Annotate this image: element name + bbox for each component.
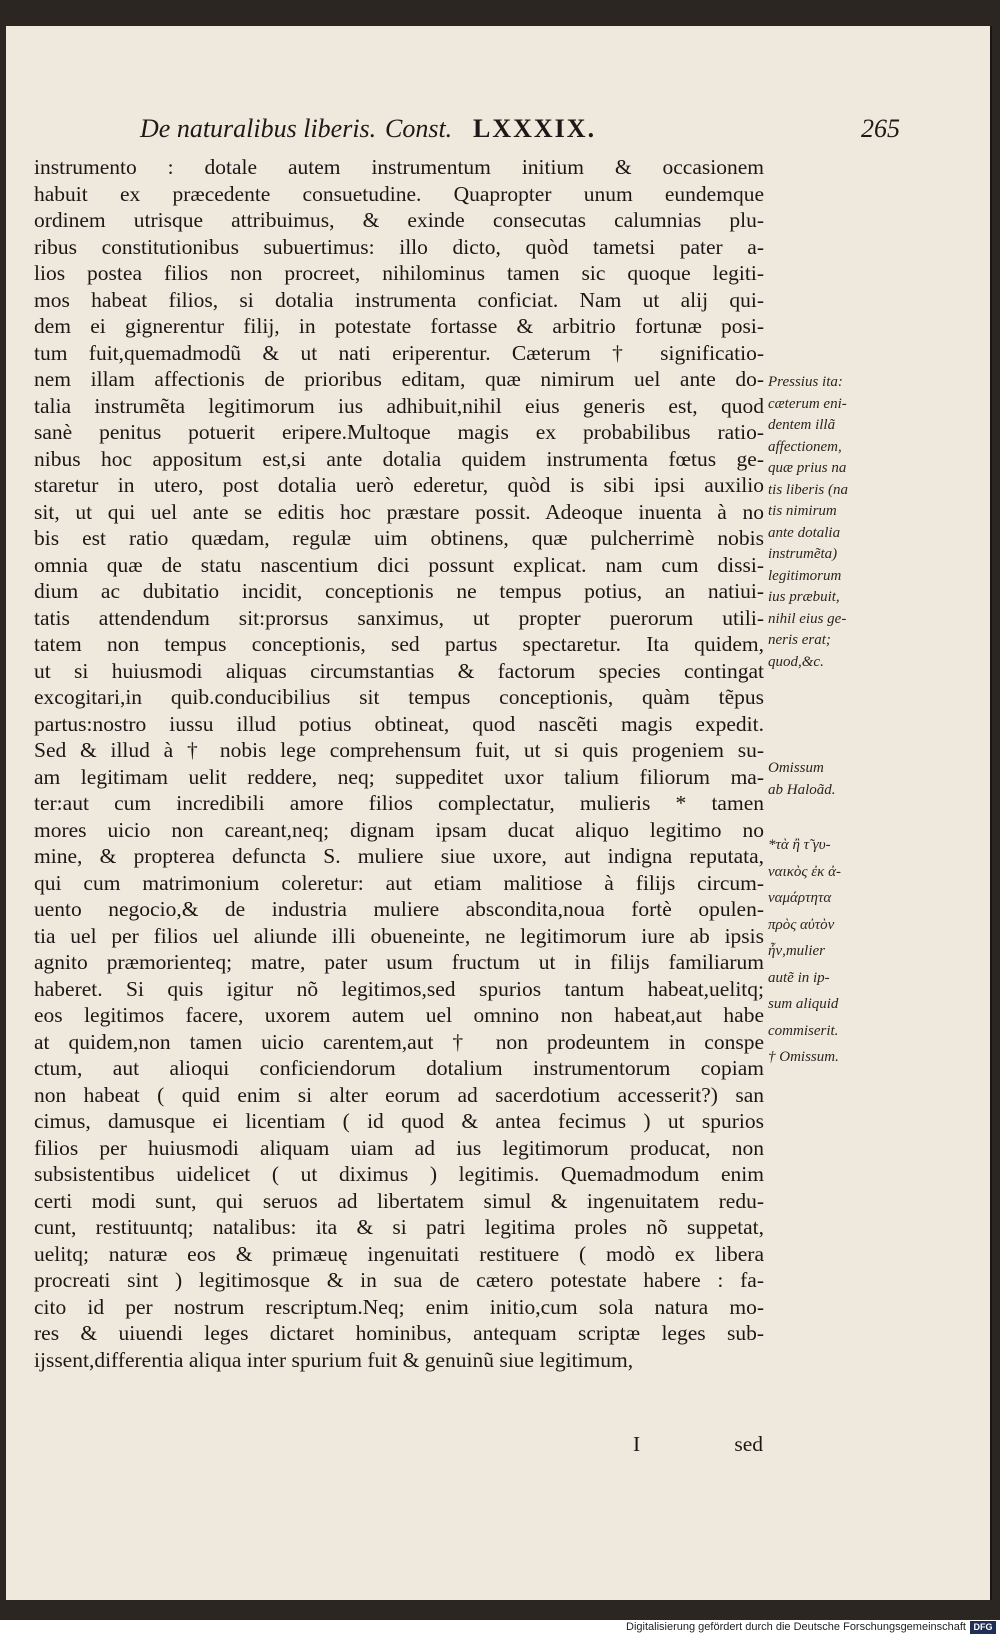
margin-note-line: tis liberis (na — [768, 481, 849, 498]
text-line: procreati sint ) legitimosque & in sua de cætero potestate habere : fa- — [34, 1268, 764, 1292]
margin-note-line: dentem illã — [768, 417, 836, 433]
margin-note-line: ναικὸς ἐκ ἀ- — [768, 863, 841, 880]
margin-note-line: ἦν,mulier — [768, 943, 826, 959]
text-line: nem illam affectionis de prioribus editam, quæ nimirum uel ante do- — [34, 367, 764, 391]
text-line: excogitari,in quib.conducibilius sit tempus conceptionis, quàm tẽpus — [34, 685, 764, 709]
text-line: tatis attendendum sit:prorsus sanximus, ut propter puerorum utili- — [34, 605, 764, 630]
margin-note-line: affectionem, — [768, 438, 842, 455]
text-line: mine, & propterea defuncta S. muliere siue uxore, aut indigna reputata, — [34, 844, 764, 868]
text-line: omnia quæ de statu nascentium dici possunt explicat. nam cum dissi- — [34, 552, 764, 577]
text-line: tatem non tempus conceptionis, sed partus spectaretur. Ita quidem, — [34, 632, 764, 656]
text-line: eos legitimos facere, uxorem autem uel omnino non habeat,aut habe — [34, 1003, 764, 1027]
margin-note-line: cæterum eni- — [768, 395, 847, 412]
signature-mark: I — [633, 1432, 641, 1456]
text-line: mos habeat filios, si dotalia instrumenta conficiat. Nam ut alij qui- — [34, 287, 764, 312]
text-line: cito id per nostrum rescriptum.Neq; enim initio,cum sola natura mo- — [34, 1294, 764, 1319]
margin-note-3 — [768, 832, 886, 1071]
text-line: instrumento : dotale autem instrumentum initium & occasionem — [34, 155, 764, 179]
text-line: cunt, restituuntq; natalibus: ita & si patri legitima proles nõ suppetat, — [34, 1215, 764, 1239]
body-text — [34, 154, 764, 1373]
margin-note-line: Pressius ita: — [768, 374, 843, 390]
text-line: haberet. Si quis igitur nõ legitimos,sed spurios tantum habeat,uelitq; — [34, 976, 764, 1001]
text-line: tum fuit,quemadmodũ & ut nati eriperentur. Cæterum † significatio- — [34, 340, 764, 365]
dfg-logo: DFG — [970, 1621, 996, 1634]
text-line: subsistentibus uidelicet ( ut diximus ) legitimis. Quemadmodum enim — [34, 1162, 764, 1186]
catchword-line — [633, 1432, 763, 1460]
text-line: Sed & illud à † nobis lege comprehensum fuit, ut si quis progeniem su- — [34, 738, 764, 762]
text-line: filios per huiusmodi aliquam uiam ad ius legitimorum producat, non — [34, 1135, 764, 1160]
text-line: qui cum matrimonium coleretur: aut etiam malitiose à filijs circum- — [34, 870, 764, 895]
text-line: cimus, damusque ei licentiam ( id quod & antea fecimus ) ut spurios — [34, 1109, 764, 1133]
margin-note-line: autẽ in ip- — [768, 969, 830, 986]
constitution-label: Const. — [385, 114, 453, 143]
running-header — [140, 114, 900, 150]
text-line: partus:nostro iussu illud potius obtineat, quod nascẽti magis expedit. — [34, 711, 764, 736]
margin-note-line: ius præbuit, — [768, 589, 840, 605]
text-line: talia instrumẽta legitimorum ius adhibuit,nihil eius generis est, quod — [34, 393, 764, 418]
text-line: mores uicio non careant,neq; dignam ipsam ducat aliquo legitimo no — [34, 817, 764, 842]
text-line: uelitq; naturæ eos & primæuę ingenuitati restituere ( modò ex libera — [34, 1241, 764, 1266]
text-line: sanè penitus potuerit eripere.Multoque magis ex probabilibus ratio- — [34, 420, 764, 444]
text-line: certi modi sunt, qui seruos ad libertatem simul & ingenuitatem redu- — [34, 1188, 764, 1213]
running-title: De naturalibus liberis. — [140, 114, 377, 143]
margin-note-line: *τὰ ἢ τ̃ γυ- — [768, 837, 831, 853]
margin-note-line: quod,&c. — [768, 653, 824, 670]
text-line: sit, ut qui uel ante se editis hoc præstare possit. Adeoque inuenta à no — [34, 499, 764, 524]
margin-note-line: commiserit. — [768, 1022, 839, 1039]
text-line: at quidem,non tamen uicio carentem,aut † non prodeuntem in conspe — [34, 1029, 764, 1054]
text-line: staretur in utero, post dotalia uerò ederetur, quòd is sibi ipsi auxilio — [34, 473, 764, 497]
margin-note-line: nihil eius ge- — [768, 610, 847, 627]
text-line: ribus constitutionibus subuertimus: illo dicto, quòd tametsi pater a- — [34, 234, 764, 259]
margin-note-1 — [768, 372, 886, 673]
text-line: res & uiuendi leges dictaret hominibus, antequam scriptæ leges sub- — [34, 1321, 764, 1345]
margin-note-2 — [768, 758, 886, 801]
margin-note-line: ante dotalia — [768, 524, 841, 541]
footer-bar — [0, 1620, 1000, 1636]
text-line: dium ac dubitatio incidit, conceptionis ne tempus potius, an natiui- — [34, 579, 764, 603]
catchword: sed — [734, 1432, 763, 1456]
margin-note-line: Omissum — [768, 760, 824, 776]
text-line: habuit ex præcedente consuetudine. Quapropter unum eundemque — [34, 181, 764, 206]
margin-note-line: neris erat; — [768, 632, 831, 648]
constitution-number: LXXXIX. — [473, 114, 597, 143]
text-line: nibus hoc appositum est,si ante dotalia quidem instrumenta fœtus ge- — [34, 446, 764, 471]
text-line: tia uel per filios uel aliunde illi obueneinte, ne legitimorum iure ab ipsis — [34, 923, 764, 948]
text-line: ctum, aut alioqui conficiendorum dotalium instrumentorum copiam — [34, 1056, 764, 1080]
margin-note-line: instrumẽta) — [768, 546, 838, 562]
text-line: ordinem utrisque attribuimus, & exinde consecutas calumnias plu- — [34, 208, 764, 232]
text-line: ter:aut cum incredibili amore filios complectatur, mulieris * tamen — [34, 791, 764, 815]
margin-note-line: ναμάρτητα — [768, 890, 832, 906]
text-line: ijssent,differentia aliqua inter spurium fuit & genuinũ siue legitimum, — [34, 1347, 634, 1372]
text-line: agnito præmorienteq; matre, pater usum fructum ut in filijs familiarum — [34, 950, 764, 974]
margin-note-line: πρὸς αὐτὸν — [768, 916, 835, 933]
margin-note-line: sum aliquid — [768, 996, 839, 1012]
margin-note-line: legitimorum — [768, 567, 842, 584]
text-line: non habeat ( quid enim si alter eorum ad sacerdotium accesserit?) san — [34, 1082, 764, 1107]
page-number: 265 — [861, 114, 900, 143]
footer-credit: Digitalisierung gefördert durch die Deutsche Forschungsgemeinschaft — [626, 1621, 966, 1633]
margin-note-line: tis nimirum — [768, 503, 837, 519]
text-line: bis est ratio quædam, regulæ uim obtinens, quæ pulcherrimè nobis — [34, 526, 764, 550]
text-line: am legitimam uelit reddere, neq; suppeditet uxor talium filiorum ma- — [34, 764, 764, 789]
text-line: ut si huiusmodi aliquas circumstantias & factorum species contingat — [34, 658, 764, 683]
margin-note-line: † Omissum. — [768, 1049, 839, 1065]
margin-note-line: quæ prius na — [768, 460, 847, 476]
text-line: dem ei gignerentur filij, in potestate fortasse & arbitrio fortunæ posi- — [34, 314, 764, 338]
text-line: uento negocio,& de industria muliere abscondita,noua fortè opulen- — [34, 897, 764, 921]
margin-note-line: ab Haloãd. — [768, 781, 836, 798]
text-line: lios postea filios non procreet, nihilominus tamen sic quoque legiti- — [34, 261, 764, 285]
